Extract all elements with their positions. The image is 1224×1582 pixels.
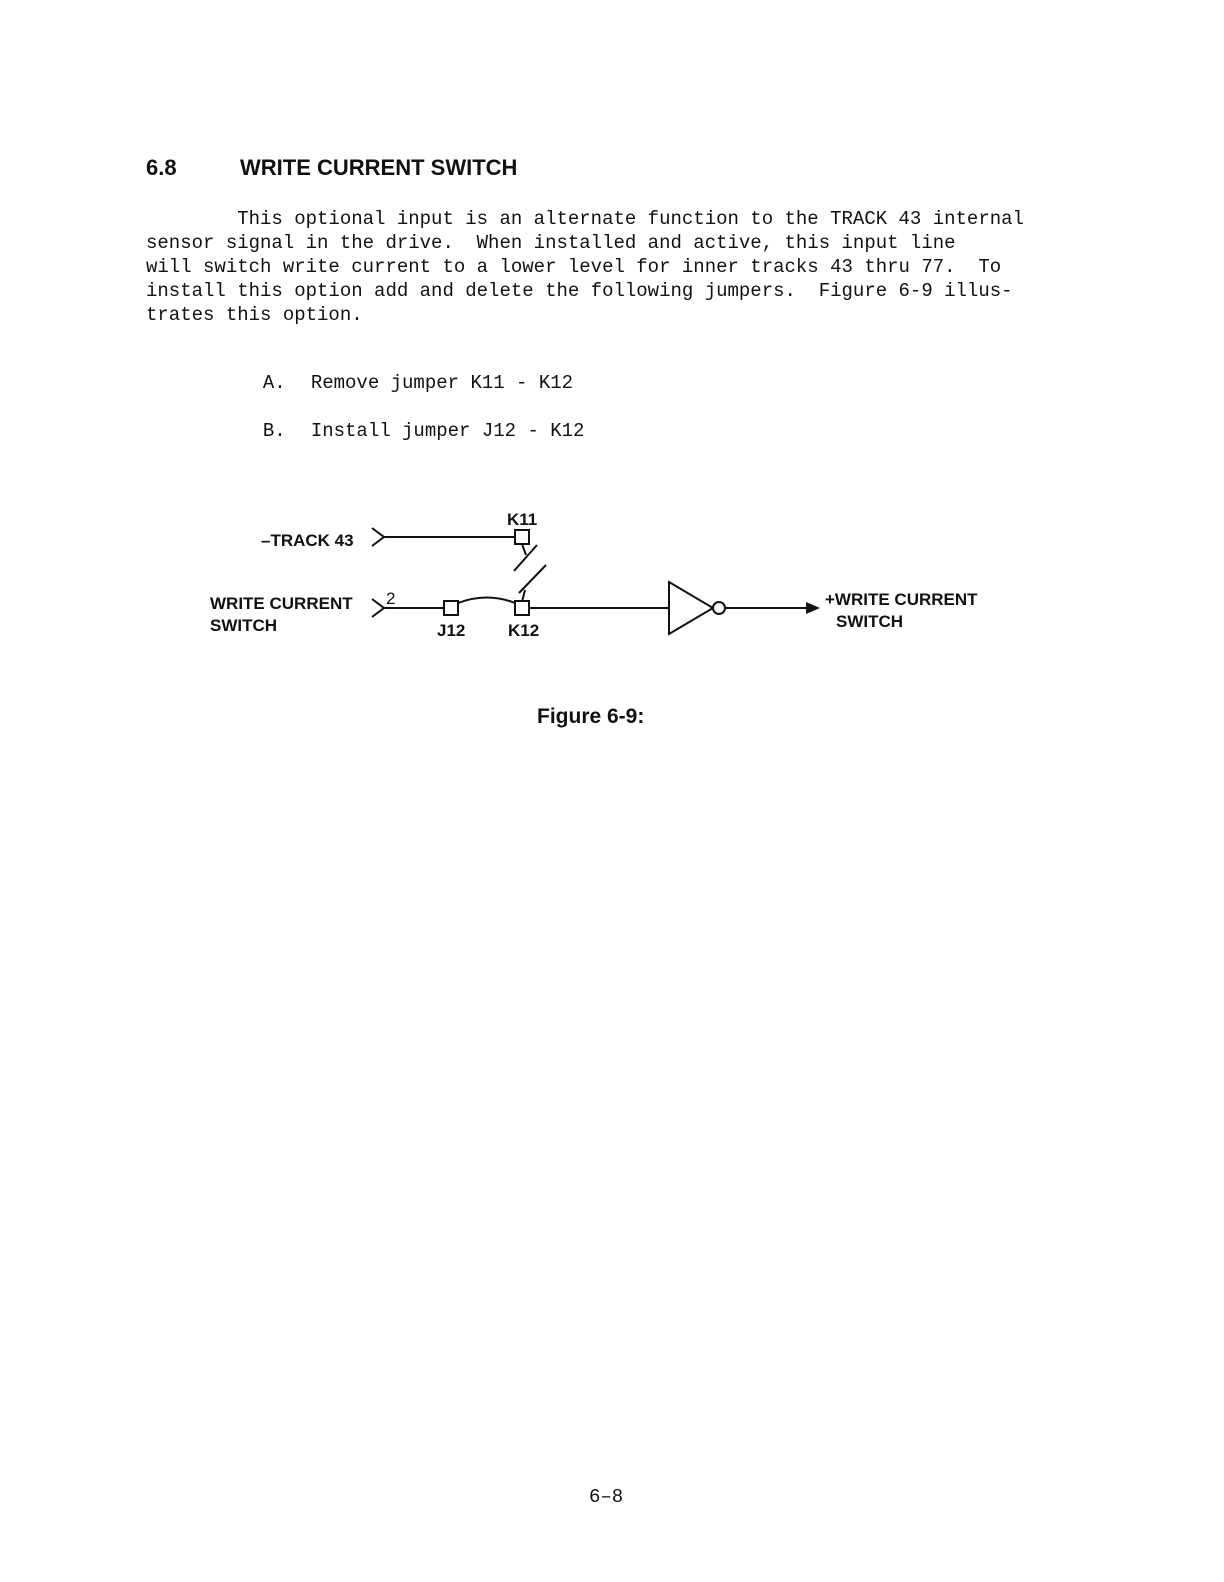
track-input-connector-icon — [372, 528, 384, 546]
write-current-label-switch: SWITCH — [210, 616, 278, 635]
k11-label: K11 — [507, 510, 538, 529]
write-current-label: WRITE CURRENT — [210, 594, 353, 613]
figure-caption: Figure 6-9: — [537, 705, 645, 728]
section-number: 6.8 — [146, 155, 177, 180]
write-current-input-connector-icon — [372, 599, 384, 617]
k12-label: K12 — [508, 621, 540, 640]
step-text: Install jumper J12 - K12 — [310, 420, 585, 442]
step-marker: A. — [262, 372, 286, 394]
j12-pad — [444, 601, 458, 615]
inverter-icon — [669, 582, 713, 634]
step-marker: B. — [262, 420, 286, 442]
j12-k12-jumper — [458, 598, 515, 604]
section-title: WRITE CURRENT SWITCH — [240, 155, 518, 180]
j12-label: J12 — [437, 621, 466, 640]
jumper-break-mark — [519, 565, 546, 593]
page-number: 6–8 — [589, 1486, 624, 1508]
step-text: Remove jumper K11 - K12 — [310, 372, 574, 394]
inverter-bubble-icon — [713, 602, 725, 614]
pin-number: 2 — [386, 589, 396, 608]
output-label-switch: SWITCH — [836, 612, 904, 631]
paragraph-line: will switch write current to a lower level for inner tracks 43 thru 77. To — [146, 256, 1002, 278]
jumper-schematic — [0, 0, 1224, 760]
jumper-break-mark — [514, 545, 537, 571]
k11-lead — [522, 544, 526, 555]
track-43-label: –TRACK 43 — [261, 531, 354, 550]
output-label: +WRITE CURRENT — [825, 590, 978, 609]
paragraph-line: trates this option. — [146, 304, 363, 326]
paragraph-line: This optional input is an alternate function to the TRACK 43 internal — [146, 208, 1024, 230]
output-arrow-icon — [806, 602, 820, 614]
paragraph-line: sensor signal in the drive. When installed and active, this input line — [146, 232, 956, 254]
paragraph-line: install this option add and delete the following jumpers. Figure 6-9 illus- — [146, 280, 1013, 302]
k12-pad — [515, 601, 529, 615]
k11-pad — [515, 530, 529, 544]
